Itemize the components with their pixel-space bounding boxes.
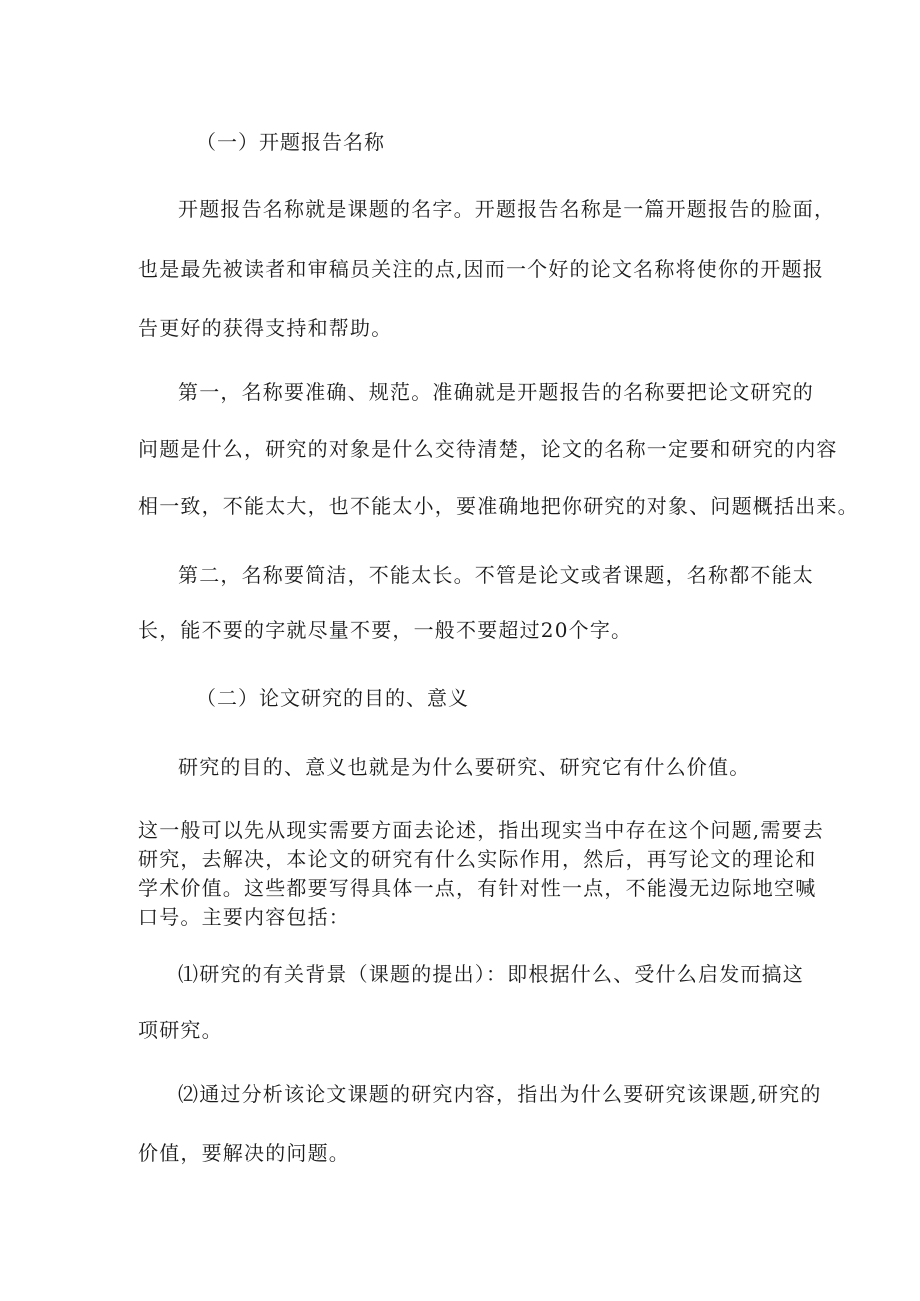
item-1-line-2: 项研究。 (138, 1018, 223, 1042)
section-2-dense-paragraph (138, 816, 824, 932)
item-1-line-1: ⑴研究的有关背景（课题的提出）：即根据什么、受什么启发而搞这 (178, 962, 804, 986)
item-2-line-1: ⑵通过分析该论文课题的研究内容，指出为什么要研究该课题,研究的 (178, 1082, 822, 1106)
section-1-intro-line-3: 告更好的获得支持和帮助。 (138, 316, 393, 340)
dense-line-3: 学术价值。这些都要写得具体一点，有针对性一点，不能漫无边际地空喊 (138, 876, 817, 900)
dense-line-1: 这一般可以先从现实需要方面去论述，指出现实当中存在这个问题,需要去 (138, 818, 824, 842)
section-1-intro-line-1: 开题报告名称就是课题的名字。开题报告名称是一篇开题报告的脸面， (178, 197, 836, 221)
point-2-line-2: 长，能不要的字就尽量不要，一般不要超过20个字。 (138, 618, 633, 642)
section-1-intro-line-2: 也是最先被读者和审稿员关注的点,因而一个好的论文名称将使你的开题报 (138, 257, 824, 281)
section-1-heading: （一）开题报告名称 (196, 130, 385, 154)
dense-line-4: 口号。主要内容包括： (138, 905, 350, 929)
section-2-heading: （二）论文研究的目的、意义 (196, 686, 469, 710)
section-2-intro: 研究的目的、意义也就是为什么要研究、研究它有什么价值。 (178, 755, 751, 779)
dense-line-2: 研究，去解决，本论文的研究有什么实际作用，然后，再写论文的理论和 (138, 847, 817, 871)
point-2-line-1: 第二，名称要简洁，不能太长。不管是论文或者课题，名称都不能太 (178, 563, 814, 587)
point-1-line-1: 第一，名称要准确、规范。准确就是开题报告的名称要把论文研究的 (178, 380, 814, 404)
item-2-line-2: 价值，要解决的问题。 (138, 1141, 350, 1165)
point-1-line-3: 相一致，不能太大，也不能太小，要准确地把你研究的对象、问题概括出来。 (138, 494, 859, 518)
point-1-line-2: 问题是什么，研究的对象是什么交待清楚，论文的名称一定要和研究的内容 (138, 437, 838, 461)
